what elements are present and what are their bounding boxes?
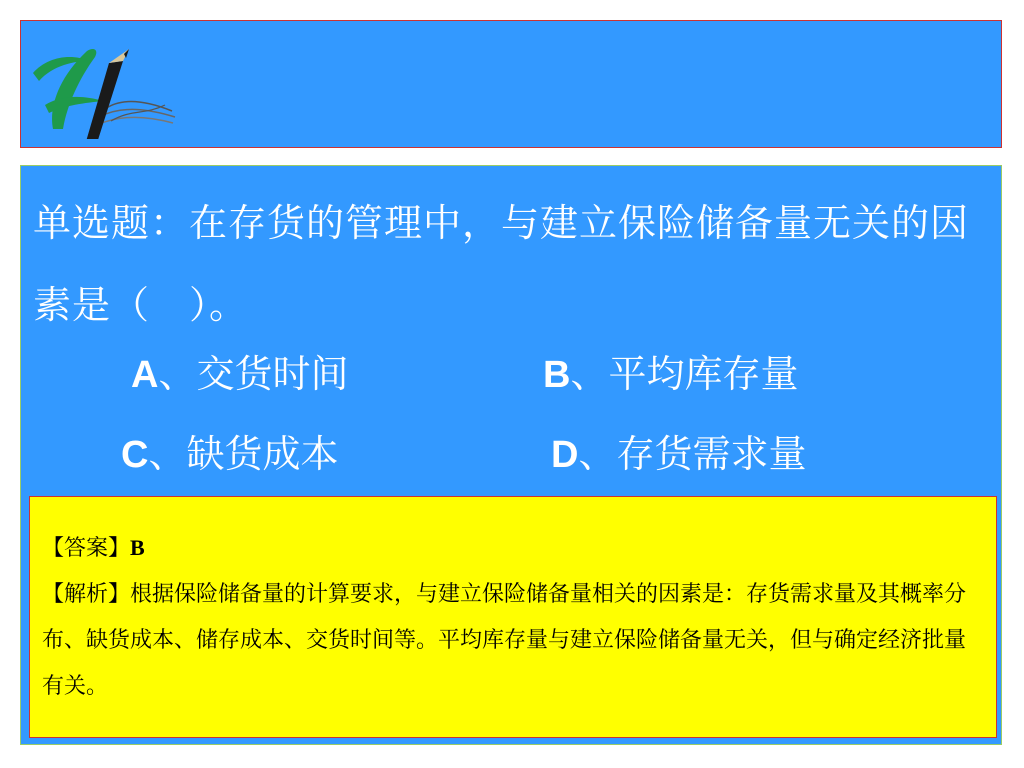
option-letter: B [543,354,571,396]
option-c [121,429,338,480]
option-a [131,349,348,400]
analysis-paragraph [42,572,984,710]
option-letter: C [121,434,149,476]
option-letter: A [131,354,159,396]
pencil-h-logo-icon [27,39,177,139]
option-letter: D [551,434,579,476]
analysis-text: 根据保险储备量的计算要求，与建立保险储备量相关的因素是：存货需求量及其概率分布、缺货成本、储存成本、交货时间等。平均库存量与建立保险储备量无关，但与确定经济批量有关。 [42,582,967,699]
option-text: 、平均库存量 [570,352,799,396]
analysis-label: 【解析】 [42,582,131,607]
answer-box [29,496,997,738]
question-text: 单选题：在存货的管理中，与建立保险储备量无关的因素是（ ）。 [33,201,970,327]
option-text: 、缺货成本 [148,432,339,476]
header-band [20,20,1002,148]
option-b [543,349,798,400]
answer-value: B [130,535,145,560]
option-d [551,429,806,480]
question-panel [20,165,1002,745]
answer-label: 【答案】 [42,536,131,561]
option-text: 、交货时间 [158,352,349,396]
answer-line [42,525,984,572]
option-text: 、存货需求量 [578,432,807,476]
